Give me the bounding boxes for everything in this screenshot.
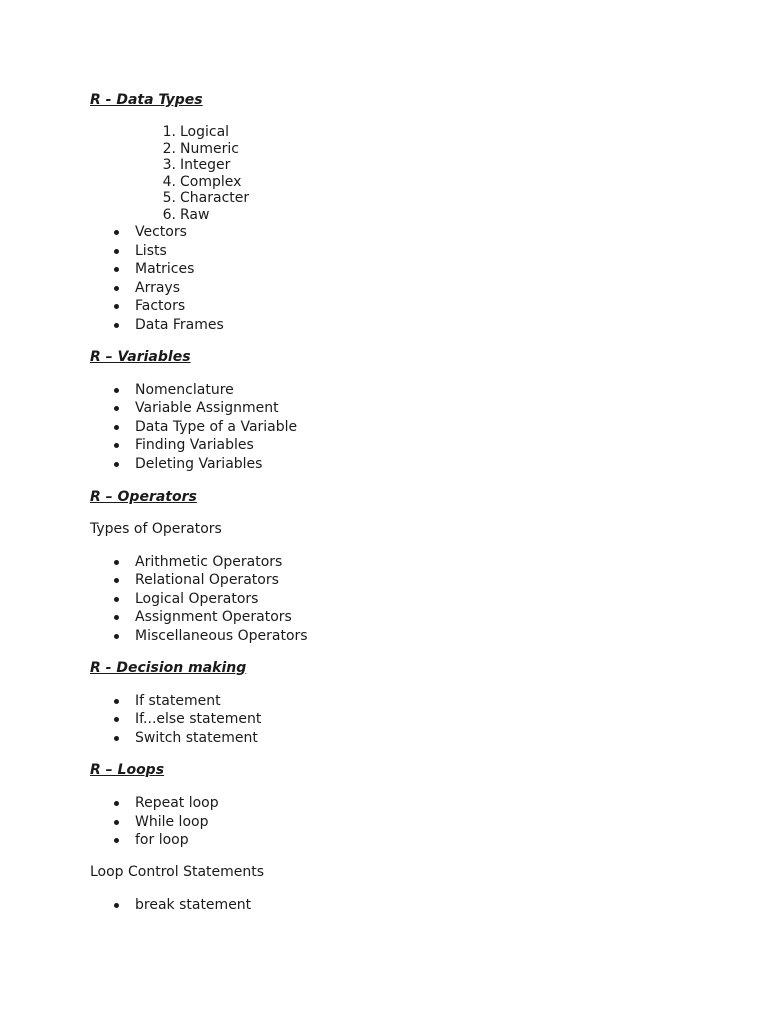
list-item-label: Arithmetic Operators (135, 553, 283, 570)
list-item: 3. Integer (162, 157, 231, 173)
loop-control-bullet-list (90, 896, 710, 915)
section-heading-decision-making: R - Decision making (90, 659, 247, 676)
bullet-icon (114, 249, 119, 254)
list-item-label: Vectors (135, 224, 187, 240)
data-types-bullet-list (90, 223, 710, 335)
decision-bullet-list (90, 692, 710, 748)
list-item-label: Character (180, 190, 250, 206)
list-item (90, 710, 710, 729)
bullet-icon (114, 903, 119, 908)
bullet-icon (114, 699, 119, 704)
list-item-label: Arrays (135, 279, 181, 296)
list-item-label: Lists (135, 242, 167, 259)
list-item-label: for loop (135, 832, 189, 849)
list-item-label: Variable Assignment (135, 400, 279, 417)
list-item-label: Complex (180, 173, 242, 190)
section-heading-data-types: R - Data Types (90, 92, 203, 108)
list-item: 2. Numeric (162, 140, 239, 157)
list-item (90, 297, 710, 316)
list-item (90, 436, 710, 455)
list-item (90, 692, 710, 711)
list-item (90, 627, 710, 646)
bullet-icon (114, 388, 119, 393)
list-item-label: Logical (180, 124, 230, 140)
list-item-label: Nomenclature (135, 381, 234, 398)
list-item: 5. Character (162, 190, 250, 206)
list-item (90, 223, 710, 242)
bullet-icon (114, 406, 119, 411)
list-item (90, 896, 710, 915)
list-item-label: break statement (135, 897, 252, 914)
bullet-icon (114, 578, 119, 583)
loop-control-intro: Loop Control Statements (90, 864, 265, 881)
list-item (90, 316, 710, 335)
list-item-label: Repeat loop (135, 795, 219, 812)
list-item (90, 418, 710, 437)
section-heading-operators: R – Operators (90, 488, 197, 505)
list-item-label: Assignment Operators (135, 609, 292, 626)
bullet-icon (114, 443, 119, 448)
list-item (90, 242, 710, 261)
list-item: 1. Logical (162, 124, 230, 140)
section-heading-loops: R – Loops (90, 762, 165, 779)
list-item (90, 729, 710, 748)
list-item-label: Data Type of a Variable (135, 418, 298, 435)
list-item: 4. Complex (162, 173, 242, 190)
list-item (90, 260, 710, 279)
list-item (90, 279, 710, 298)
bullet-icon (114, 801, 119, 806)
bullet-icon (114, 736, 119, 741)
list-item (90, 381, 710, 400)
bullet-icon (114, 304, 119, 309)
list-item-label: While loop (135, 813, 209, 830)
loops-bullet-list (90, 794, 710, 850)
bullet-icon (114, 634, 119, 639)
list-item-label: Integer (180, 157, 231, 173)
bullet-icon (114, 838, 119, 843)
list-item (90, 553, 710, 572)
bullet-icon (114, 820, 119, 825)
list-item-label: Data Frames (135, 316, 224, 333)
list-item-label: If statement (135, 692, 221, 709)
list-item-label: Switch statement (135, 729, 258, 746)
list-item-label: Numeric (180, 140, 239, 157)
list-item-label: Logical Operators (135, 590, 259, 607)
list-item-label: Miscellaneous Operators (135, 627, 308, 644)
list-item (90, 813, 710, 832)
data-types-numbered-list (90, 124, 710, 223)
variables-bullet-list (90, 381, 710, 474)
list-item-label: Relational Operators (135, 572, 279, 589)
list-item: 6. Raw (162, 206, 210, 223)
bullet-icon (114, 425, 119, 430)
list-item-label: Factors (135, 298, 186, 315)
list-item (90, 831, 710, 850)
list-item-label: Matrices (135, 261, 195, 278)
list-item (90, 794, 710, 813)
bullet-icon (114, 267, 119, 272)
bullet-icon (114, 230, 119, 235)
section-heading-variables: R – Variables (90, 348, 191, 365)
bullet-icon (114, 615, 119, 620)
operators-bullet-list (90, 553, 710, 646)
list-item (90, 455, 710, 474)
list-item-label: Raw (180, 206, 210, 223)
operators-intro: Types of Operators (90, 520, 222, 537)
list-item (90, 590, 710, 609)
bullet-icon (114, 717, 119, 722)
list-item-label: Deleting Variables (135, 455, 263, 472)
list-item-label: Finding Variables (135, 437, 254, 454)
document-body (90, 91, 710, 915)
bullet-icon (114, 597, 119, 602)
bullet-icon (114, 323, 119, 328)
bullet-icon (114, 286, 119, 291)
list-item (90, 571, 710, 590)
list-item (90, 399, 710, 418)
bullet-icon (114, 462, 119, 467)
list-item (90, 608, 710, 627)
list-item-label: If...else statement (135, 711, 262, 728)
bullet-icon (114, 560, 119, 565)
